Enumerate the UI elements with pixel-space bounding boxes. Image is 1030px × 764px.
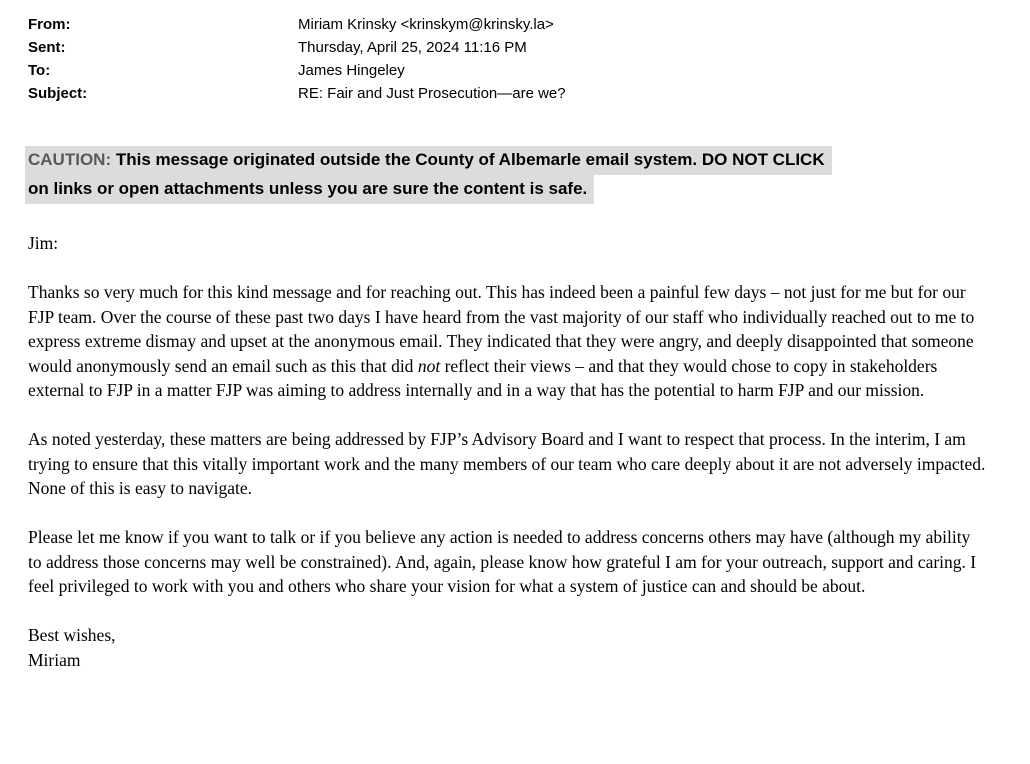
from-label: From: (28, 16, 71, 33)
paragraph-3: Please let me know if you want to talk or if you believe any action is needed to address concerns others may have (although my ability to address those concerns may well be constrained). And, again, please know how grateful I am for your outreach, support and caring. I feel privileged to work with you and others who share your vision for what a system of justice can and should be about. (28, 527, 977, 596)
caution-line-2 (25, 175, 1030, 204)
to-label: To: (28, 62, 51, 79)
closing: Best wishes, (28, 625, 116, 645)
paragraph-1-start: Thanks so very much for this kind message and for reaching out. This has indeed been a painful few days – not just for me but for our FJP team. Over the course of these past two days I have heard from the vast majority of our staff who individually reached out to me to express extreme dismay and upset at the anonymous email. They indicated that they were angry, and deeply disappointed that someone would anonymously send an email such as this that did (28, 282, 975, 376)
sent-label: Sent: (28, 39, 66, 56)
paragraph-1 (28, 280, 986, 403)
from-value: Miriam Krinsky <krinskym@krinsky.la> (298, 16, 554, 33)
signature-block (28, 623, 986, 672)
caution-prefix: CAUTION: (28, 150, 116, 169)
sent-value: Thursday, April 25, 2024 11:16 PM (298, 39, 527, 56)
signature-name: Miriam (28, 649, 81, 670)
email-body (28, 231, 986, 672)
subject-label: Subject: (28, 85, 88, 102)
emphasis-not: not (417, 355, 441, 376)
header-row-sent (28, 36, 1030, 59)
header-row-from (28, 13, 1030, 36)
paragraph-1-end: reflect their views – and that they would chose to copy in stakeholders external to FJP in a matter FJP was aiming to address internally and in a way that has the potential to harm FJP and our mission. (28, 355, 938, 400)
subject-value: RE: Fair and Just Prosecution—are we? (298, 85, 566, 102)
header-row-to (28, 59, 1030, 82)
caution-highlight-1 (25, 146, 832, 175)
header-row-subject (28, 82, 1030, 105)
salutation: Jim: (28, 233, 59, 253)
paragraph-2: As noted yesterday, these matters are being addressed by FJP’s Advisory Board and I want to respect that process. In the interim, I am trying to ensure that this vitally important work and the many members of our team who care deeply about it are not adversely impacted. None of this is easy to navigate. (28, 429, 986, 498)
email-header (28, 13, 1030, 105)
caution-text-line2: on links or open attachments unless you are sure the content is safe. (28, 179, 588, 198)
caution-banner (25, 146, 1030, 204)
to-value: James Hingeley (298, 62, 405, 79)
caution-line-1 (25, 146, 1030, 175)
caution-text-line1: This message originated outside the County of Albemarle email system. DO NOT CLICK (115, 150, 825, 169)
caution-highlight-2 (25, 175, 594, 204)
